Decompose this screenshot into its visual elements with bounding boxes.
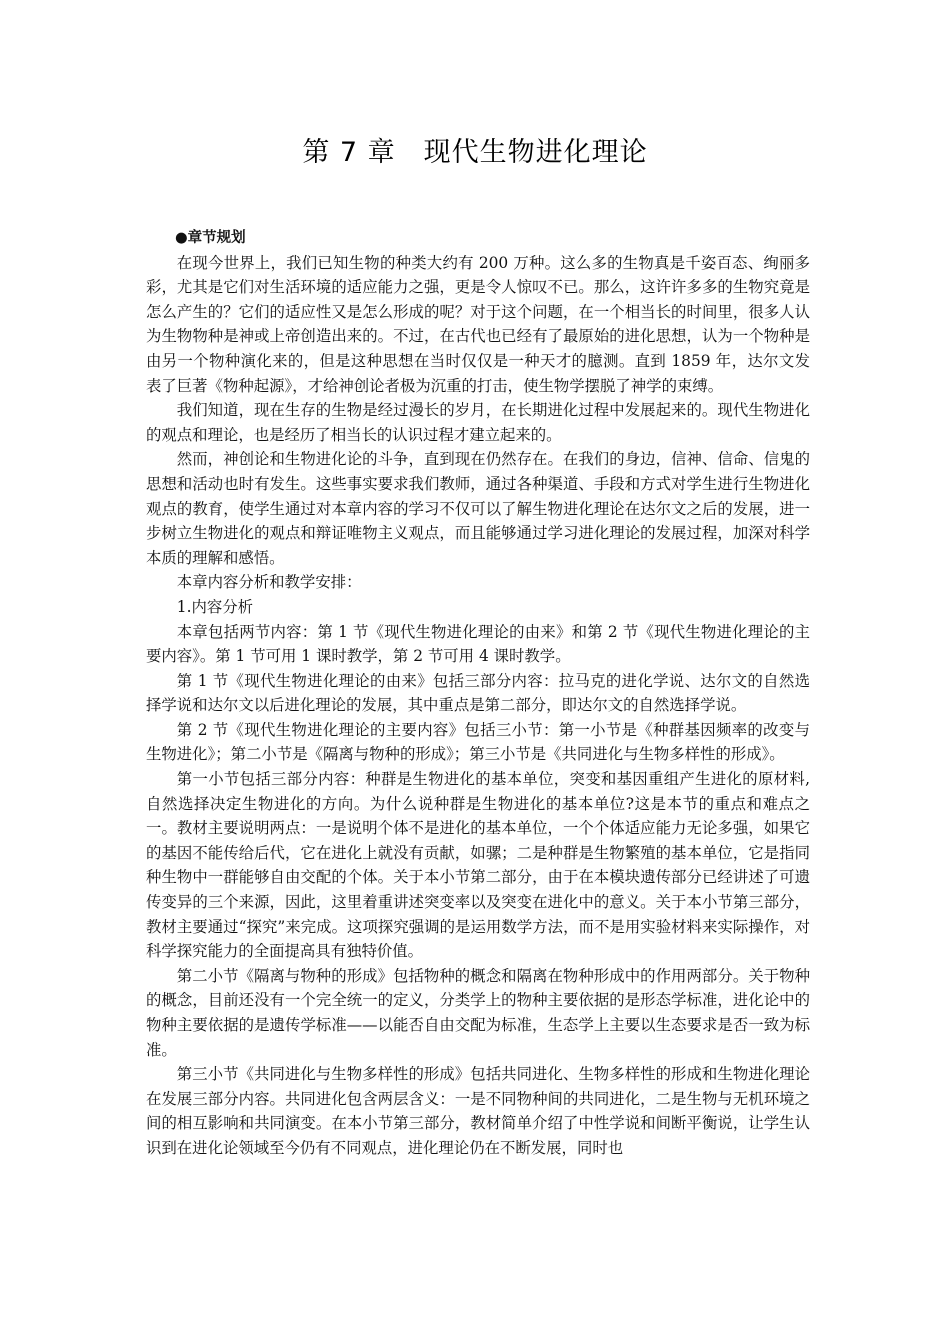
paragraph: 本章内容分析和教学安排：: [176, 573, 362, 592]
paragraph: 第三小节《共同进化与生物多样性的形成》包括共同进化、生物多样性的形成和生物进化理论在发展三部分内容。共同进化包含两层含义：一是不同物种间的共同进化，二是生物与无机环境之间的相互影响和共同演变。在本小节第三部分，教材简单介绍了中性学说和间断平衡说，让学生认识到在进化论领域至今仍有不同观点，进化理论仍在不断发展，同时也: [146, 1065, 810, 1157]
paragraph: 第 2 节《现代生物进化理论的主要内容》包括三小节：第一小节是《种群基因频率的改变与生物进化》；第二小节是《隔离与物种的形成》；第三小节是《共同进化与生物多样性的形成》。: [146, 720, 810, 764]
chapter-body: [146, 226, 810, 1161]
paragraph: 本章包括两节内容：第 1 节《现代生物进化理论的由来》和第 2 节《现代生物进化理论的主要内容》。第 1 节可用 1 课时教学，第 2 节可用 4 课时教学。: [146, 622, 810, 666]
chapter-title: 第 7 章 现代生物进化理论: [302, 137, 648, 168]
paragraph: 在现今世界上，我们已知生物的种类大约有 200 万种。这么多的生物真是千姿百态、绚丽多彩，尤其是它们对生活环境的适应能力之强，更是令人惊叹不已。那么，这许许多多的生物究竟是怎么产生的？它们的适应性又是怎么形成的呢？对于这个问题，在一个相当长的时间里，很多人认为生物物种是神或上帝创造出来的。不过，在古代也已经有了最原始的进化思想，认为一个物种是由另一个物种演化来的，但是这种思想在当时仅仅是一种天才的臆测。直到 1859 年，达尔文发表了巨著《物种起源》，才给神创论者极为沉重的打击，使生物学摆脱了神学的束缚。: [146, 253, 810, 395]
paragraph: 第二小节《隔离与物种的形成》包括物种的概念和隔离在物种形成中的作用两部分。关于物种的概念，目前还没有一个完全统一的定义，分类学上的物种主要依据的是形态学标准，进化论中的物种主要依据的是遗传学标准——以能否自由交配为标准，生态学上主要以生态要求是否一致为标准。: [146, 966, 810, 1059]
paragraph: 1.内容分析: [176, 597, 254, 616]
paragraph: 然而，神创论和生物进化论的斗争，直到现在仍然存在。在我们的身边，信神、信命、信鬼的思想和活动也时有发生。这些事实要求我们教师，通过各种渠道、手段和方式对学生进行生物进化观点的教育，使学生通过对本章内容的学习不仅可以了解生物进化理论在达尔文之后的发展，进一步树立生物进化的观点和辩证唯物主义观点，而且能够通过学习进化理论的发展过程，加深对科学本质的理解和感悟。: [146, 450, 810, 567]
paragraph: 第一小节包括三部分内容：种群是生物进化的基本单位，突变和基因重组产生进化的原材料,自然选择决定生物进化的方向。为什么说种群是生物进化的基本单位?这是本节的重点和难点之一。教材主要说明两点：一是说明个体不是进化的基本单位，一个个体适应能力无论多强，如果它的基因不能传给后代，它在进化上就没有贡献，如骡；二是种群是生物繁殖的基本单位，它是指同种生物中一群能够自由交配的个体。关于本小节第二部分，由于在本模块遗传部分已经讲述了可遗传变异的三个来源，因此，这里着重讲述突变率以及突变在进化中的意义。关于本小节第三部分，教材主要通过“探究”来完成。这项探究强调的是运用数学方法，而不是用实验材料来实际操作，对科学探究能力的全面提高具有独特价值。: [146, 770, 810, 961]
section-heading: ●章节规划: [175, 230, 246, 246]
paragraph: 第 1 节《现代生物进化理论的由来》包括三部分内容：拉马克的进化学说、达尔文的自然选择学说和达尔文以后进化理论的发展，其中重点是第二部分，即达尔文的自然选择学说。: [146, 671, 810, 715]
paragraph: 我们知道，现在生存的生物是经过漫长的岁月，在长期进化过程中发展起来的。现代生物进化的观点和理论，也是经历了相当长的认识过程才建立起来的。: [146, 401, 810, 444]
